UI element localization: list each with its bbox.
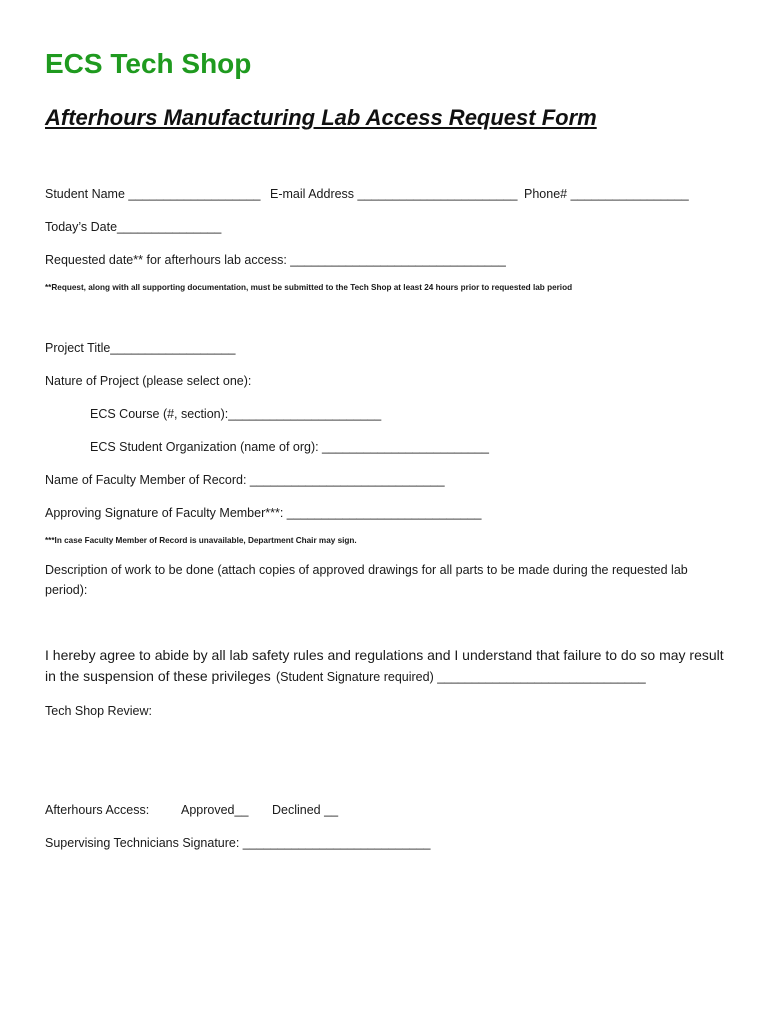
brand-title: ECS Tech Shop (45, 48, 252, 79)
ecs-course-field[interactable]: ECS Course (#, section):______________________ (90, 407, 382, 421)
agreement-line-1: I hereby agree to abide by all lab safety rules and regulations and I understand that failure to do so may result (45, 647, 724, 663)
faculty-name-field[interactable]: Name of Faculty Member of Record: ____________________________ (45, 473, 445, 487)
form-title: Afterhours Manufacturing Lab Access Request Form (45, 105, 597, 130)
faculty-note: ***In case Faculty Member of Record is unavailable, Department Chair may sign. (45, 536, 357, 545)
requested-date-field[interactable]: Requested date** for afterhours lab access: _______________________________ (45, 253, 506, 267)
supervising-signature-field[interactable]: Supervising Technicians Signature: ___________________________ (45, 836, 431, 850)
request-note: **Request, along with all supporting documentation, must be submitted to the Tech Shop at least 24 hours prior to requested lab period (45, 283, 573, 292)
project-title-field[interactable]: Project Title__________________ (45, 341, 236, 355)
approving-signature-field[interactable]: Approving Signature of Faculty Member***: ____________________________ (45, 506, 482, 520)
student-name-field[interactable]: Student Name ___________________ (45, 187, 261, 201)
description-label: Description of work to be done (attach copies of approved drawings for all parts to be made during the requested lab period): (45, 563, 688, 597)
approved-option[interactable]: Approved__ (181, 803, 249, 817)
afterhours-access-label: Afterhours Access: (45, 803, 150, 817)
todays-date-field[interactable]: Today’s Date_______________ (45, 220, 222, 234)
declined-option[interactable]: Declined __ (272, 803, 339, 817)
phone-field[interactable]: Phone# _________________ (524, 187, 689, 201)
ecs-org-field[interactable]: ECS Student Organization (name of org): ________________________ (90, 440, 489, 454)
nature-of-project-label: Nature of Project (please select one): (45, 374, 252, 388)
email-field[interactable]: E-mail Address _______________________ (270, 187, 518, 201)
student-signature-field[interactable]: (Student Signature required) ______________________________ (276, 670, 646, 684)
tech-shop-review-label: Tech Shop Review: (45, 704, 153, 718)
agreement-line-2: in the suspension of these privileges (45, 668, 271, 684)
